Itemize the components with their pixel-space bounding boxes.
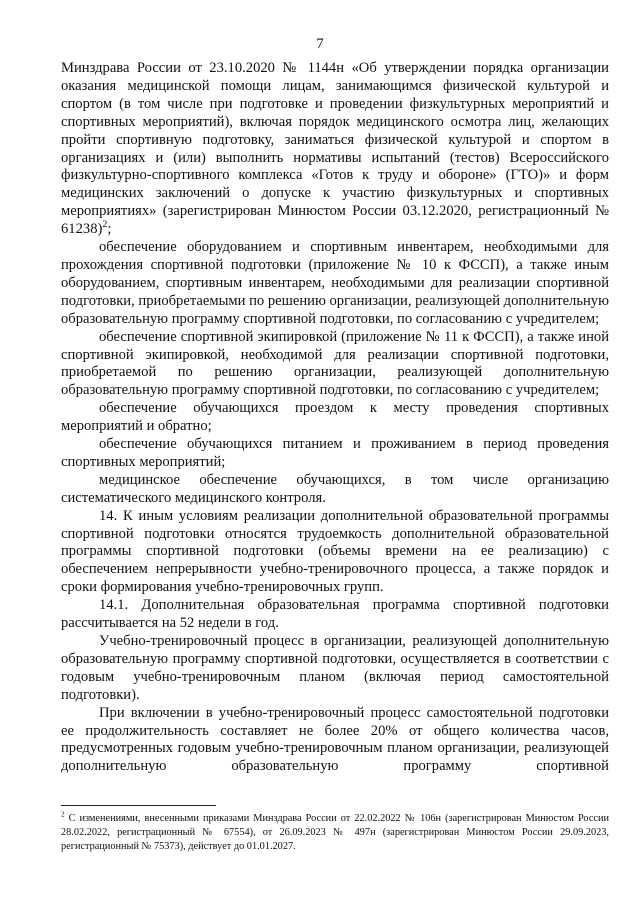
paragraph-order-reference: [61, 60, 609, 239]
paragraph-medical-support: медицинское обеспечение обучающихся, в том числе организацию систематического медицинского контроля.: [61, 471, 609, 506]
footnote: [61, 812, 609, 855]
body-text: [61, 60, 609, 776]
footnote-text: С изменениями, внесенными приказами Минздрава России от 22.02.2022 № 106н (зарегистрирован Минюстом России 28.02.2022, регистрационный № 67554), от 26.09.2023 № 497н (зарегистрирован Минюстом России 29.09.2023, регистрационный № 75373), действует до 01.01.2027.: [61, 813, 609, 853]
paragraph-clause-14: 14. К иным условиям реализации дополнительной образовательной программы спортивной подготовки относятся трудоемкость дополнительной образовательной программы спортивной подготовки (объемы времени на ее реализацию) с обеспечением непрерывности учебно-тренировочного процесса, а также порядок и сроки формирования учебно-тренировочных групп.: [61, 507, 609, 596]
footnote-separator: [61, 805, 216, 806]
page-number: 7: [316, 36, 324, 52]
paragraph-travel: обеспечение обучающихся проездом к месту проведения спортивных мероприятий и обратно;: [61, 400, 609, 435]
paragraph-equipment: обеспечение оборудованием и спортивным инвентарем, необходимыми для прохождения спортивной подготовки (приложение № 10 к ФССП), а также иным оборудованием, спортивным инвентарем, необходимыми для реализации спортивной подготовки, приобретаемыми по решению организации, реализующей дополнительную образовательную программу спортивной подготовки, по согласованию с учредителем;: [61, 239, 609, 327]
paragraph-text-end: ;: [107, 221, 112, 238]
paragraph-meals-accommodation: обеспечение обучающихся питанием и проживанием в период проведения спортивных мероприятий;: [61, 436, 609, 470]
paragraph-sports-gear: обеспечение спортивной экипировкой (приложение № 11 к ФССП), а также иной спортивной экипировкой, необходимой для реализации спортивной подготовки, приобретаемой по решению организации, реализующей дополнительную образовательную программу спортивной подготовки, по согласованию с учредителем;: [61, 328, 609, 399]
paragraph-text: Минздрава России от 23.10.2020 № 1144н «Об утверждении порядка организации оказания медицинской помощи лицам, занимающимся физической культурой и спортом (в том числе при подготовке и проведении физкультурных мероприятий и спортивных мероприятий), включая порядок медицинского осмотра лиц, желающих пройти спортивную подготовку, заниматься физической культурой и спортом в организациях и (или) выполнить нормативы испытаний (тестов) Всероссийского физкультурно-спортивного комплекса «Готов к труду и обороне» (ГТО)» и форм медицинских заключений о допуске к участию физкультурных и спортивных мероприятиях» (зарегистрирован Минюстом России 03.12.2020, регистрационный № 61238): [61, 60, 609, 238]
paragraph-training-process: Учебно-тренировочный процесс в организации, реализующей дополнительную образовательную программу спортивной подготовки, осуществляется в соответствии с годовым учебно-тренировочным планом (включая период самостоятельной подготовки).: [61, 633, 609, 703]
footnote-reference[interactable]: 2: [102, 219, 108, 231]
paragraph-clause-14-1: 14.1. Дополнительная образовательная программа спортивной подготовки рассчитывается на 52 недели в год.: [61, 597, 609, 632]
paragraph-self-training: При включении в учебно-тренировочный процесс самостоятельной подготовки ее продолжительность составляет не более 20% от общего количества часов, предусмотренных годовым учебно-тренировочным планом организации, реализующей дополнительную образовательную программу спортивной: [61, 704, 609, 775]
footnote-mark: 2: [61, 810, 65, 819]
